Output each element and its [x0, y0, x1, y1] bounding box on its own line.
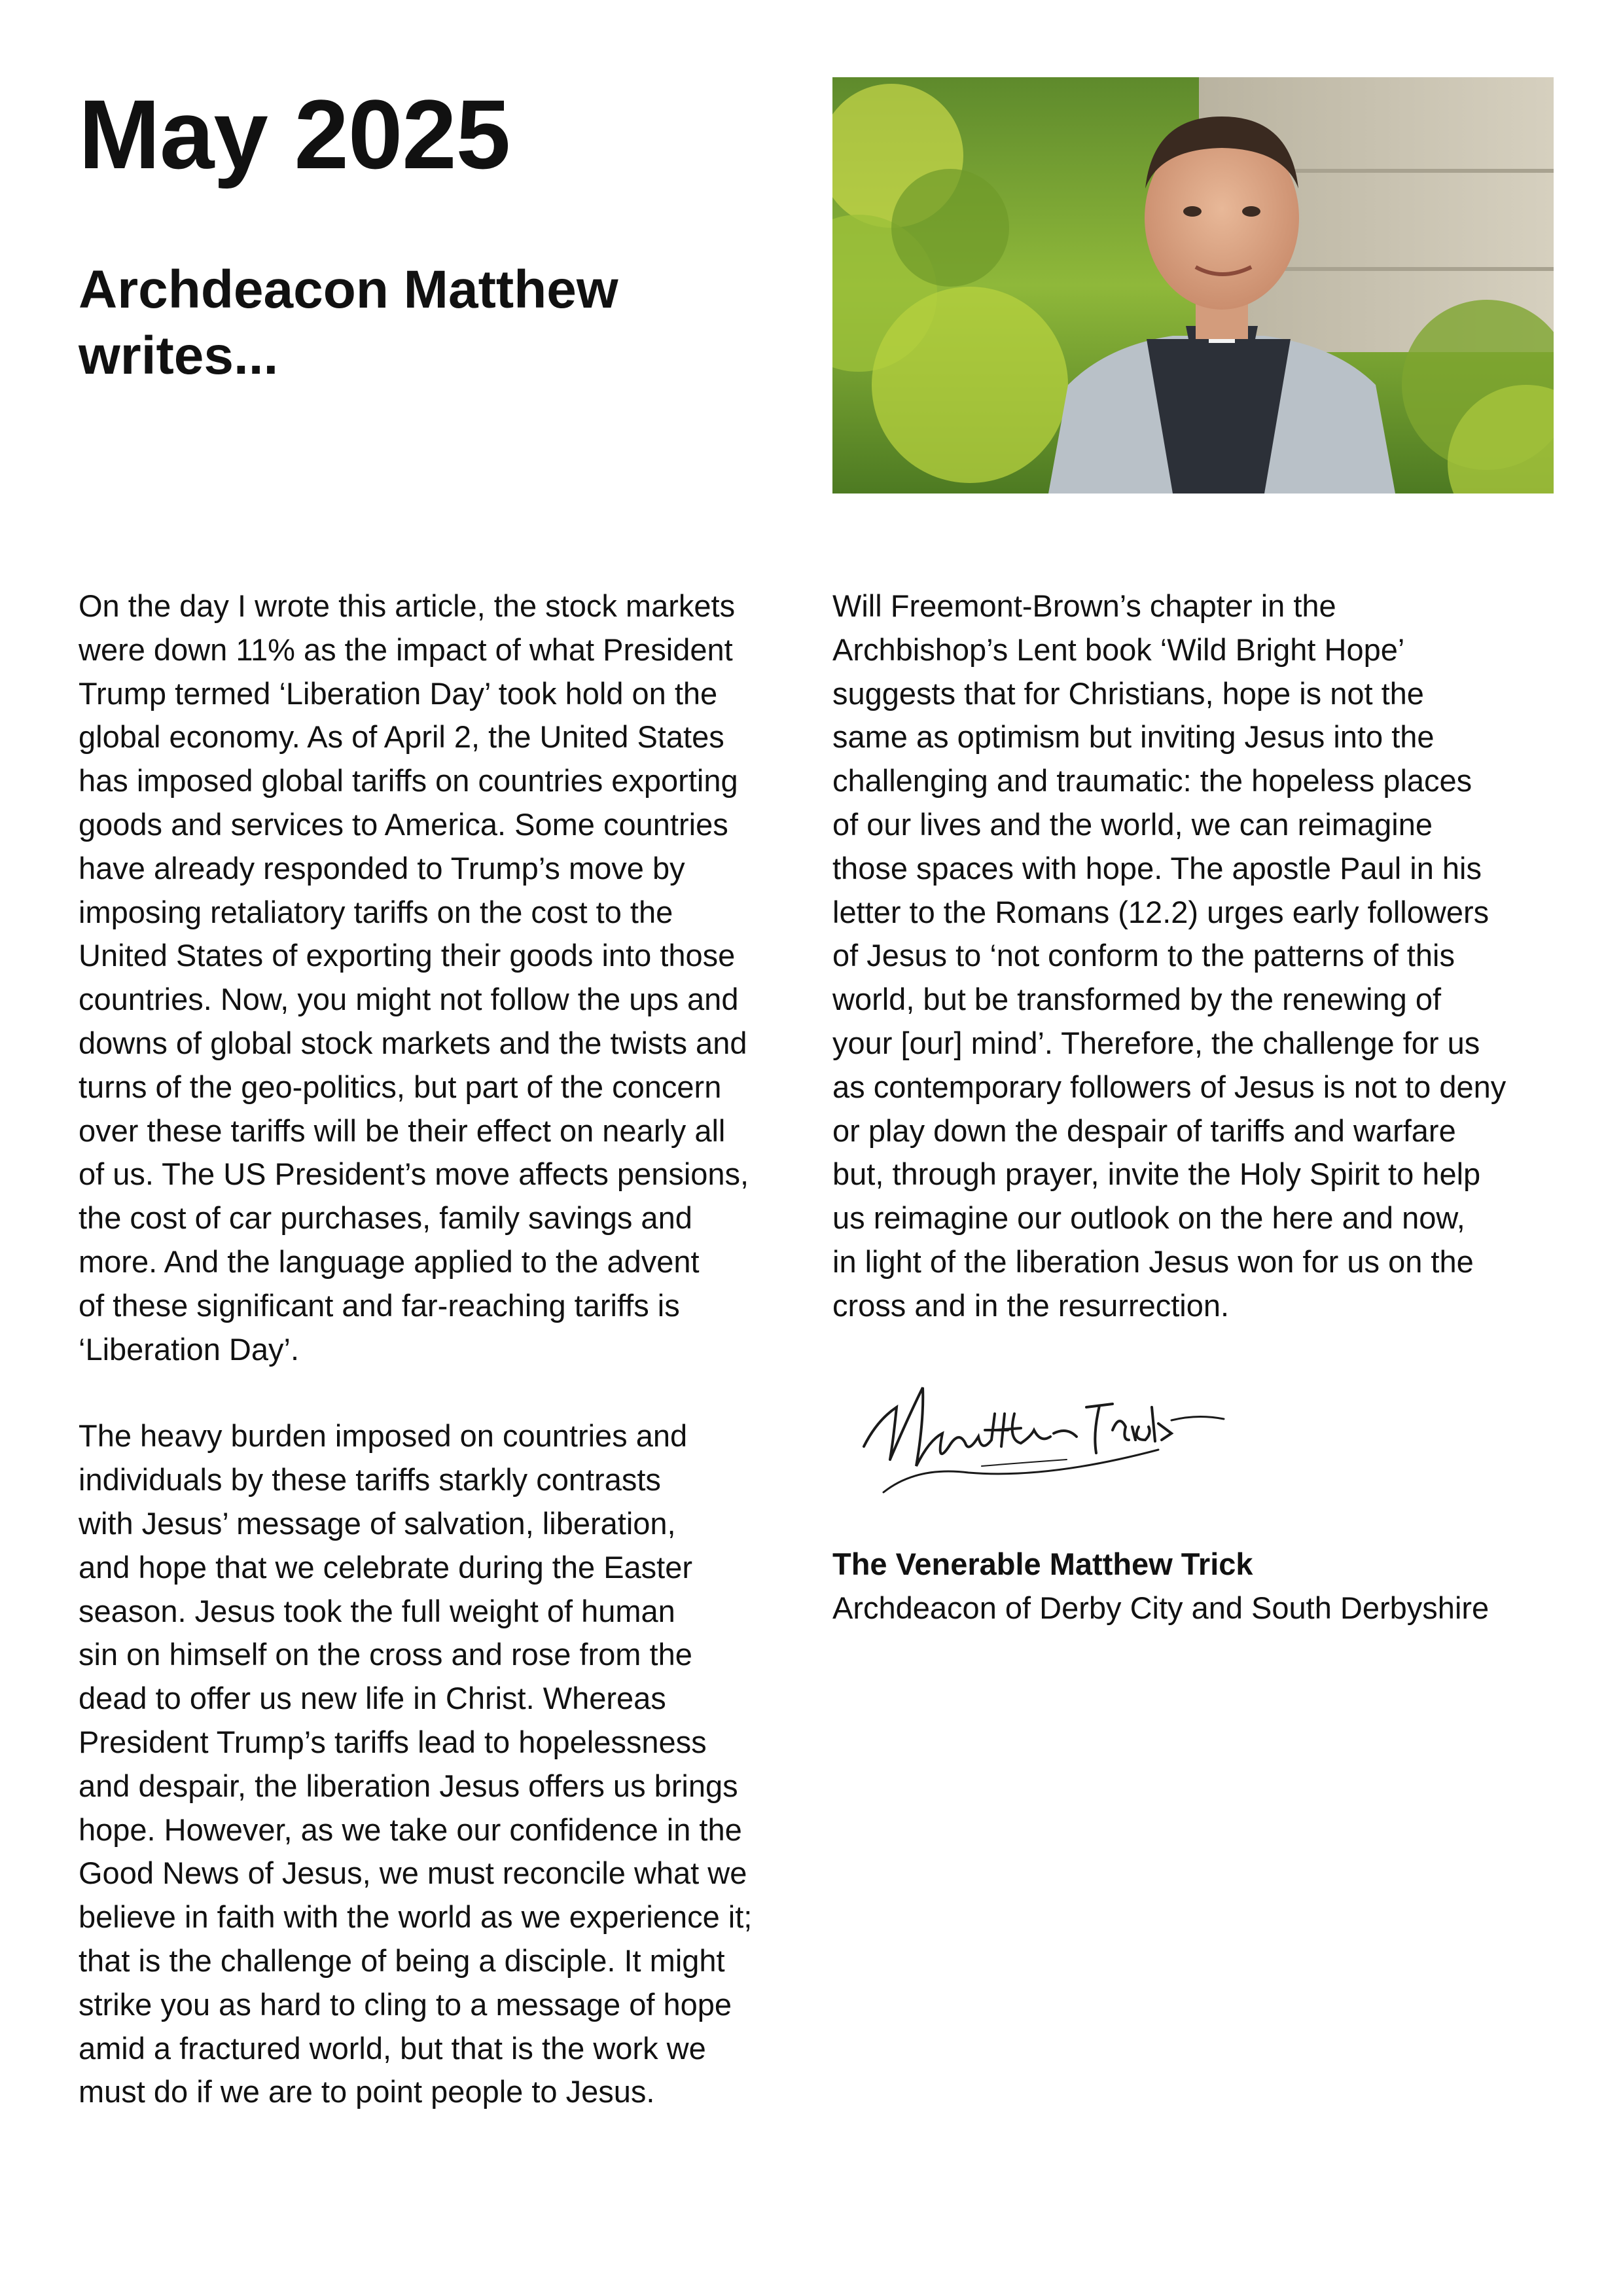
page-title: May 2025 — [79, 79, 510, 189]
author-name: The Venerable Matthew Trick — [832, 1547, 1253, 1581]
article-subtitle: Archdeacon Matthew writes... — [79, 260, 618, 386]
portrait-photo — [832, 77, 1554, 493]
article-paragraph: Will Freemont-Brown’s chapter in the Archbishop’s Lent book ‘Wild Bright Hope’ suggests that for Christians, hope is not the same as optimism but inviting Jesus into the challenging and traumatic: the hopeless places of our lives and the world, we can reimagine those spaces with hope. The apostle Paul in his letter to the Romans (12.2) urges early followers of Jesus to ‘not conform to the patterns of this world, but be transformed by the renewing of your [our] mind’. Therefore, the challenge for us as contemporary followers of Jesus is not to deny or play down the despair of tariffs and warfare but, through prayer, invite the Holy Spirit to help us reimagine our outlook on the here and now, in light of the liberation Jesus won for us on the cross and in the resurrection. — [832, 588, 1507, 1323]
article-paragraph: On the day I wrote this article, the stock markets were down 11% as the impact of what President Trump termed ‘Liberation Day’ took hold on the global economy. As of April 2, the United States has imposed global tariffs on countries exporting goods and services to America. Some countries have already responded to Trump’s move by imposing retaliatory tariffs on the cost to the United States of exporting their goods into those countries. Now, you might not follow the ups and downs of global stock markets and the twists and turns of the geo-politics, but part of the concern over these tariffs will be their effect on nearly all of us. The US President’s move affects pensions, the cost of car purchases, family savings and more. And the language applied to the advent of these significant and far-reaching tariffs is ‘Liberation Day’. — [79, 588, 749, 1367]
author-role: Archdeacon of Derby City and South Derbyshire — [832, 1590, 1489, 1625]
handwritten-signature-icon — [851, 1368, 1230, 1505]
signature-image — [851, 1368, 1230, 1505]
article-paragraph: The heavy burden imposed on countries and individuals by these tariffs starkly contrasts with Jesus’ message of salvation, liberation, and hope that we celebrate during the Easter season. Jesus took the full weight of human sin on himself on the cross and rose from the dead to offer us new life in Christ. Whereas President Trump’s tariffs lead to hopelessness and despair, the liberation Jesus offers us brings hope. However, as we take our confidence in the Good News of Jesus, we must reconcile what we believe in faith with the world as we experience it; that is the challenge of being a disciple. It might strike you as hard to cling to a message of hope amid a fractured world, but that is the work we must do if we are to point people to Jesus. — [79, 1418, 753, 2109]
portrait-icon — [832, 77, 1554, 493]
article-left-column — [79, 584, 805, 2114]
article-right-column — [832, 584, 1572, 1328]
